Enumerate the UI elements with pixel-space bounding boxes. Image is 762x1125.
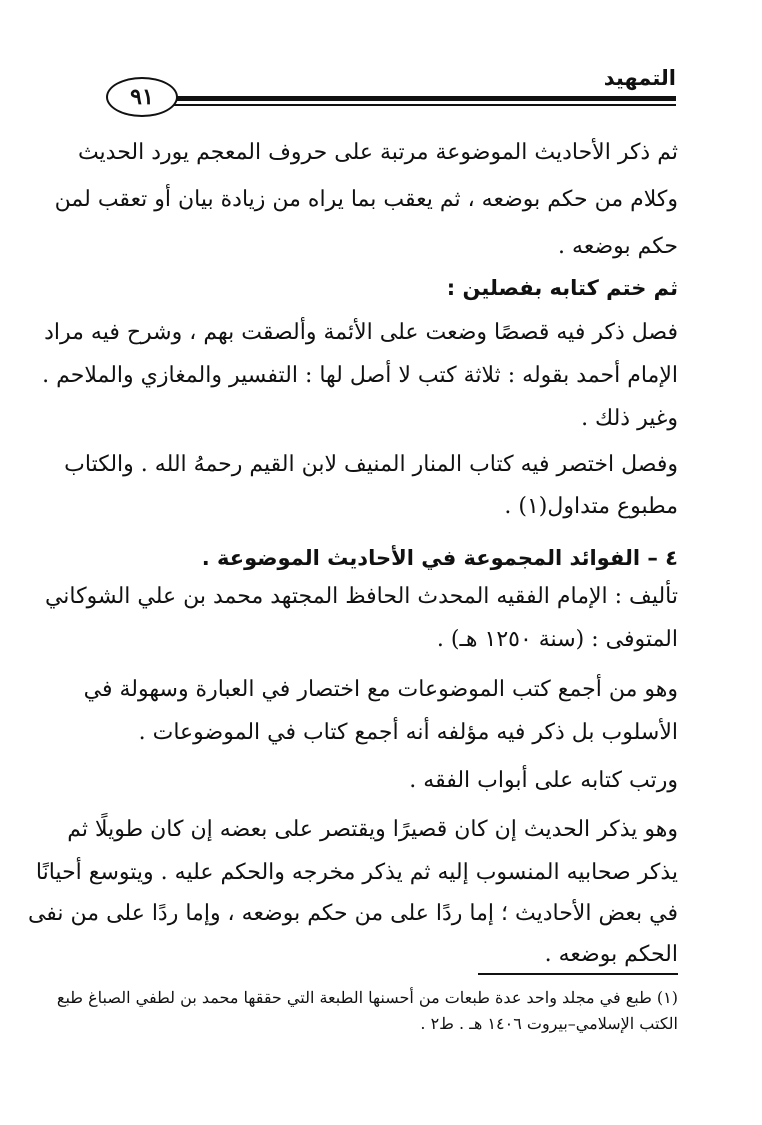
body-line: الأسلوب بل ذكر فيه مؤلفه أنه أجمع كتاب في الموضوعات . xyxy=(138,720,678,745)
header-rule-thick xyxy=(170,96,676,101)
body-line: فصل ذكر فيه قصصًا وضعت على الأئمة وألصقت بهم ، وشرح فيه مراد xyxy=(44,320,678,345)
body-line: ورتب كتابه على أبواب الفقه . xyxy=(409,768,678,793)
body-line: وهو من أجمع كتب الموضوعات مع اختصار في العبارة وسهولة في xyxy=(83,677,678,702)
body-line: ثم ذكر الأحاديث الموضوعة مرتبة على حروف المعجم يورد الحديث xyxy=(77,140,678,165)
body-line: وفصل اختصر فيه كتاب المنار المنيف لابن القيم رحمهُ الله . والكتاب xyxy=(64,452,678,477)
page-number: ٩١ xyxy=(106,77,178,117)
section-heading: ثم ختم كتابه بفصلين : xyxy=(446,276,678,300)
footnote-line: الكتب الإسلامي–بيروت ١٤٠٦ هـ . ط٢ . xyxy=(420,1014,678,1033)
footnote-separator xyxy=(478,973,678,975)
body-line: يذكر صحابيه المنسوب إليه ثم يذكر مخرجه والحكم عليه . ويتوسع أحيانًا xyxy=(35,860,678,885)
section-heading: ٤ – الفوائد المجموعة في الأحاديث الموضوعة . xyxy=(201,546,678,570)
footnote-line: (١) طبع في مجلد واحد عدة طبعات من أحسنها الطبعة التي حققها محمد بن لطفي الصباغ طبع xyxy=(56,988,678,1007)
running-header-title: التمهيد xyxy=(603,66,676,90)
body-line: في بعض الأحاديث ؛ إما ردًا على من حكم بوضعه ، وإما ردًا على من نفى xyxy=(27,901,678,926)
body-line: وكلام من حكم بوضعه ، ثم يعقب بما يراه من زيادة بيان أو تعقب لمن xyxy=(54,187,678,212)
header-rule-thin xyxy=(170,104,676,106)
body-line: وهو يذكر الحديث إن كان قصيرًا ويقتصر على بعضه إن كان طويلًا ثم xyxy=(67,817,678,842)
body-line: الإمام أحمد بقوله : ثلاثة كتب لا أصل لها : التفسير والمغازي والملاحم . xyxy=(42,363,678,388)
body-line: حكم بوضعه . xyxy=(558,234,678,259)
body-line: المتوفى : (سنة ١٢٥٠ هـ) . xyxy=(436,627,678,652)
body-line: مطبوع متداول(١) . xyxy=(504,494,678,519)
body-line: وغير ذلك . xyxy=(581,406,678,431)
body-line: الحكم بوضعه . xyxy=(544,942,678,967)
body-line: تأليف : الإمام الفقيه المحدث الحافظ المجتهد محمد بن علي الشوكاني xyxy=(44,584,678,609)
